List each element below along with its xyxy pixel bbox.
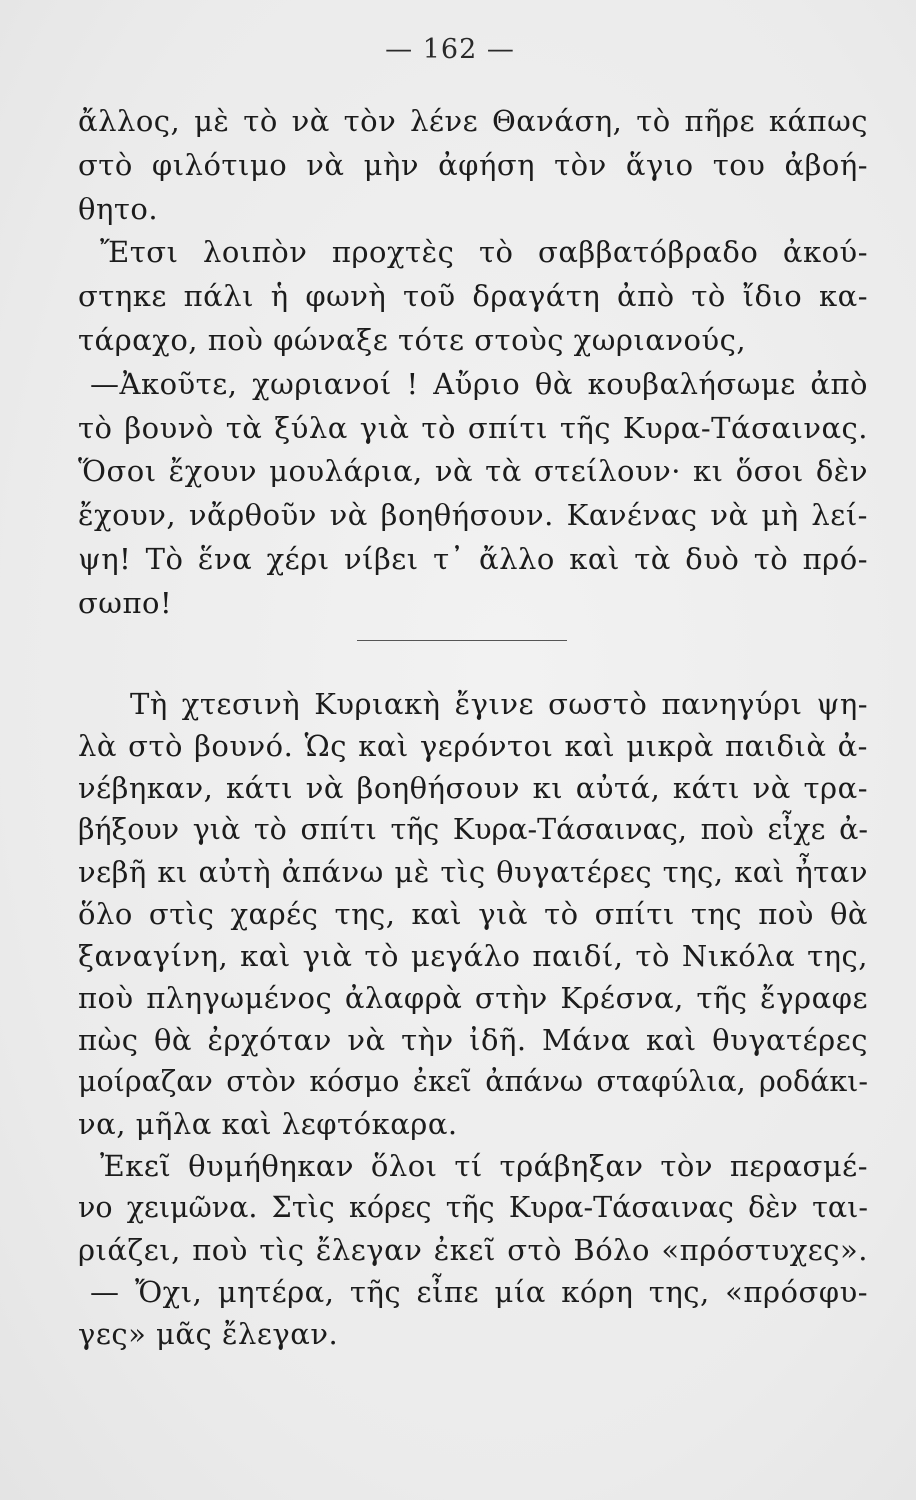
text-block-lower — [78, 683, 868, 1355]
text-line: στὸ φιλότιμο νὰ μὴν ἀφήση τὸν ἅγιο του ἀβοή- — [78, 147, 868, 182]
text-line: ριάζει, ποὺ τὶς ἔλεγαν ἐκεῖ στὸ Βόλο «πρόστυχες». — [78, 1233, 868, 1267]
section-divider — [357, 640, 567, 641]
text-line: γες» μᾶς ἔλεγαν. — [78, 1317, 339, 1351]
text-line: βήξουν γιὰ τὸ σπίτι τῆς Κυρα-Τάσαινας, ποὺ εἶχε ἀ- — [78, 813, 868, 846]
text-line: στηκε πάλι ἡ φωνὴ τοῦ δραγάτη ἀπὸ τὸ ἴδιο κα- — [78, 279, 868, 314]
text-line: πὼς θὰ ἐρχόταν νὰ τὴν ἰδῆ. Μάνα καὶ θυγατέρες — [78, 1023, 868, 1057]
text-line: Ἐκεῖ θυμήθηκαν ὅλοι τί τράβηξαν τὸν περασμέ- — [100, 1149, 868, 1183]
text-line: ὅλο στὶς χαρές της, καὶ γιὰ τὸ σπίτι της ποὺ θὰ — [78, 897, 868, 931]
text-line: —Ἀκοῦτε, χωριανοί ! Αὔριο θὰ κουβαλήσωμε ἀπὸ — [90, 366, 868, 401]
text-line: — Ὄχι, μητέρα, τῆς εἶπε μία κόρη της, «πρόσφυ- — [90, 1275, 868, 1309]
text-line: τάραχο, ποὺ φώναξε τότε στοὺς χωριανούς, — [78, 322, 747, 357]
text-line: νο χειμῶνα. Στὶς κόρες τῆς Κυρα-Τάσαινας δὲν ται- — [78, 1191, 868, 1224]
text-line: ἄλλος, μὲ τὸ νὰ τὸν λένε Θανάση, τὸ πῆρε κάπως — [78, 104, 868, 138]
text-line: μοίραζαν στὸν κόσμο ἐκεῖ ἀπάνω σταφύλια, ροδάκι- — [78, 1065, 868, 1098]
text-line: λὰ στὸ βουνό. Ὡς καὶ γερόντοι καὶ μικρὰ παιδιὰ ἀ- — [78, 729, 868, 763]
text-line: να, μῆλα καὶ λεφτόκαρα. — [78, 1107, 458, 1141]
text-line: Ἔτσι λοιπὸν προχτὲς τὸ σαββατόβραδο ἀκού- — [100, 235, 868, 270]
text-line: ξαναγίνη, καὶ γιὰ τὸ μεγάλο παιδί, τὸ Νικόλα της, — [78, 939, 868, 973]
text-line: ἔχουν, νἄρθοῦν νὰ βοηθήσουν. Κανένας νὰ μὴ λεί- — [78, 498, 868, 533]
text-line: Ὅσοι ἔχουν μουλάρια, νὰ τὰ στείλουν· κι ὅσοι δὲν — [78, 454, 868, 489]
text-line: ψη! Τὸ ἕνα χέρι νίβει τ᾽ ἄλλο καὶ τὰ δυὸ τὸ πρό- — [78, 541, 868, 576]
text-line: θητο. — [78, 191, 159, 226]
text-block-upper — [78, 100, 868, 626]
text-line: τὸ βουνὸ τὰ ξύλα γιὰ τὸ σπίτι τῆς Κυρα-Τάσαινας. — [78, 410, 868, 445]
text-line: σωπο! — [78, 585, 173, 620]
text-line: ποὺ πληγωμένος ἀλαφρὰ στὴν Κρέσνα, τῆς ἔγραφε — [78, 981, 868, 1015]
text-line: νέβηκαν, κάτι νὰ βοηθήσουν κι αὐτά, κάτι νὰ τρα- — [78, 771, 868, 805]
page-number: — 162 — — [385, 34, 515, 65]
text-line: Τὴ χτεσινὴ Κυριακὴ ἔγινε σωστὸ πανηγύρι ψη- — [130, 687, 868, 721]
text-line: νεβῆ κι αὐτὴ ἀπάνω μὲ τὶς θυγατέρες της, καὶ ἦταν — [78, 855, 868, 889]
